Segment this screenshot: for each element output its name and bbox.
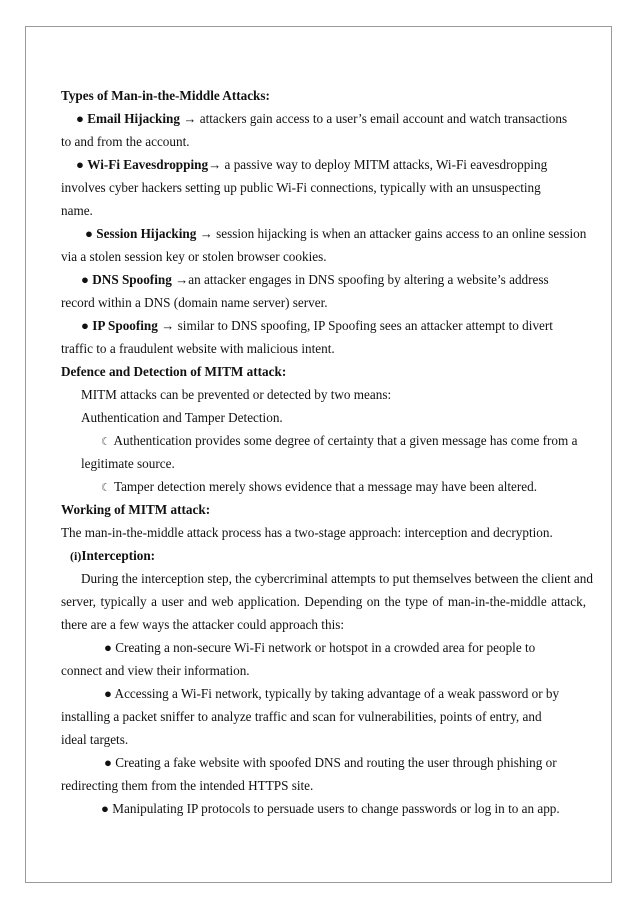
types-heading: Types of Man-in-the-Middle Attacks: — [61, 88, 270, 103]
defence-text: Authentication and Tamper Detection. — [81, 410, 283, 425]
interception-subheading — [70, 548, 155, 564]
type-name: Session Hijacking — [96, 226, 197, 241]
defence-authentication-text: Authentication provides some degree of certainty that a given message has come from a — [113, 433, 578, 448]
crescent-bullet-icon: ☾ — [101, 482, 111, 494]
interception-item-cont: ideal targets. — [61, 732, 129, 747]
interception-item — [104, 640, 535, 656]
type-description: session hijacking is when an attacker gains access to an online session — [216, 226, 587, 241]
interception-item — [101, 801, 560, 817]
interception-item-text: Accessing a Wi-Fi network, typically by taking advantage of a weak password or by — [114, 686, 560, 701]
bullet-dot: ● — [81, 318, 89, 333]
type-name: DNS Spoofing — [92, 272, 172, 287]
type-item-email-hijacking — [76, 111, 567, 127]
type-description: attackers gain access to a user’s email account and watch transactions — [199, 111, 568, 126]
interception-paragraph: During the interception step, the cybercriminal attempts to put themselves between the client and — [81, 571, 593, 586]
defence-authentication-cont: legitimate source. — [81, 456, 175, 471]
bullet-dot: ● — [104, 686, 112, 701]
arrow-icon: → — [161, 318, 175, 333]
arrow-icon: → — [199, 226, 213, 241]
bullet-dot: ● — [76, 111, 84, 126]
type-description-cont: traffic to a fraudulent website with malicious intent. — [61, 341, 335, 356]
subheading-number: (i) — [70, 549, 82, 563]
defence-tamper — [101, 479, 537, 496]
type-item-wifi-eavesdropping — [76, 157, 547, 173]
arrow-icon: → — [208, 157, 222, 172]
interception-item-cont: installing a packet sniffer to analyze traffic and scan for vulnerabilities, points of entry, and — [61, 709, 542, 724]
interception-item — [104, 686, 559, 702]
defence-authentication — [101, 433, 577, 450]
type-description-cont: to and from the account. — [61, 134, 190, 149]
defence-text: MITM attacks can be prevented or detected by two means: — [81, 387, 392, 402]
crescent-bullet-icon: ☾ — [101, 436, 111, 448]
interception-item-text: Manipulating IP protocols to persuade users to change passwords or log in to an app. — [112, 801, 560, 816]
interception-paragraph: there are a few ways the attacker could approach this: — [61, 617, 345, 632]
type-description: similar to DNS spoofing, IP Spoofing sees an attacker attempt to divert — [177, 318, 553, 333]
type-name: IP Spoofing — [92, 318, 158, 333]
bullet-dot: ● — [104, 640, 112, 655]
type-description-cont: involves cyber hackers setting up public Wi-Fi connections, typically with an unsuspecting — [61, 180, 541, 195]
interception-item-text: Creating a fake website with spoofed DNS and routing the user through phishing or — [115, 755, 557, 770]
interception-item-cont: connect and view their information. — [61, 663, 250, 678]
type-item-ip-spoofing — [81, 318, 553, 334]
type-description-cont: name. — [61, 203, 93, 218]
type-description: a passive way to deploy MITM attacks, Wi-Fi eavesdropping — [224, 157, 548, 172]
type-description-cont: record within a DNS (domain name server) server. — [61, 295, 328, 310]
arrow-icon: → — [183, 111, 197, 126]
subheading-title: Interception: — [81, 548, 156, 563]
bullet-dot: ● — [104, 755, 112, 770]
interception-item — [104, 755, 557, 771]
working-heading: Working of MITM attack: — [61, 502, 211, 517]
type-item-dns-spoofing — [81, 272, 549, 288]
defence-tamper-text: Tamper detection merely shows evidence that a message may have been altered. — [113, 479, 538, 494]
bullet-dot: ● — [81, 272, 89, 287]
defence-heading: Defence and Detection of MITM attack: — [61, 364, 287, 379]
bullet-dot: ● — [76, 157, 84, 172]
interception-paragraph: server, typically a user and web application. Depending on the type of man-in-the-middle attack, — [61, 594, 586, 609]
interception-item-cont: redirecting them from the intended HTTPS site. — [61, 778, 314, 793]
type-description-cont: via a stolen session key or stolen browser cookies. — [61, 249, 327, 264]
type-item-session-hijacking — [85, 226, 586, 242]
type-description: an attacker engages in DNS spoofing by altering a website’s address — [188, 272, 549, 287]
working-intro: The man-in-the-middle attack process has a two-stage approach: interception and decryption. — [61, 525, 553, 540]
type-name: Wi-Fi Eavesdropping — [87, 157, 209, 172]
bullet-dot: ● — [85, 226, 93, 241]
interception-item-text: Creating a non-secure Wi-Fi network or hotspot in a crowded area for people to — [115, 640, 536, 655]
type-name: Email Hijacking — [87, 111, 180, 126]
bullet-dot: ● — [101, 801, 109, 816]
arrow-icon: → — [175, 272, 189, 287]
